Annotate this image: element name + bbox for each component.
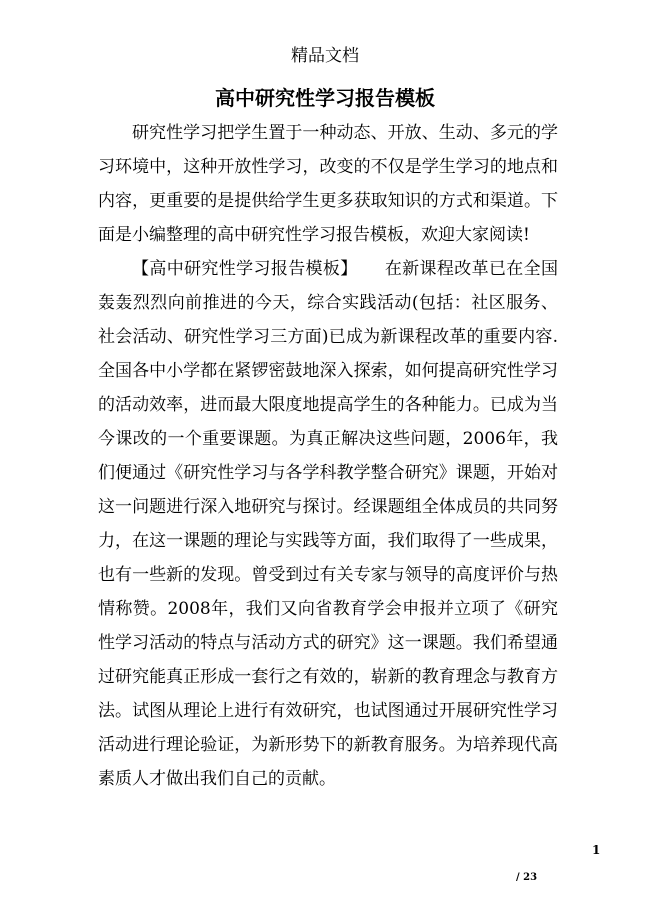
page-number: 1	[592, 843, 601, 857]
page-header: 精品文档	[291, 46, 359, 66]
document-body	[98, 116, 558, 796]
section-label: 【高中研究性学习报告模板】	[132, 259, 358, 279]
main-paragraph-text: 在新课程改革已在全国轰轰烈烈向前推进的今天，综合实践活动(包括：社区服务、社会活动、研究性学习三方面)已成为新课程改革的重要内容.全国各中小学都在紧锣密鼓地深入探索，如何提高研究性学习的活动效率，进而最大限度地提高学生的各种能力。已成为当今课改的一个重要课题。为真正解决这些问题，2006年，我们便通过《研究性学习与各学科教学整合研究》课题，开始对这一问题进行深入地研究与探讨。经课题组全体成员的共同努力，在这一课题的理论与实践等方面，我们取得了一些成果，也有一些新的发现。曾受到过有关专家与领导的高度评价与热情称赞。2008年，我们又向省教育学会申报并立项了《研究性学习活动的特点与活动方式的研究》这一课题。我们希望通过研究能真正形成一套行之有效的，崭新的教育理念与教育方法。试图从理论上进行有效研究，也试图通过开展研究性学习活动进行理论验证，为新形势下的新教育服务。为培养现代高素质人才做出我们自己的贡献。	[98, 259, 559, 789]
page-total: / 23	[516, 872, 538, 883]
main-paragraph	[98, 252, 558, 796]
document-title: 高中研究性学习报告模板	[215, 86, 435, 110]
intro-paragraph: 研究性学习把学生置于一种动态、开放、生动、多元的学习环境中，这种开放性学习，改变的不仅是学生学习的地点和内容，更重要的是提供给学生更多获取知识的方式和渠道。下面是小编整理的高中研究性学习报告模板，欢迎大家阅读!	[98, 123, 558, 245]
